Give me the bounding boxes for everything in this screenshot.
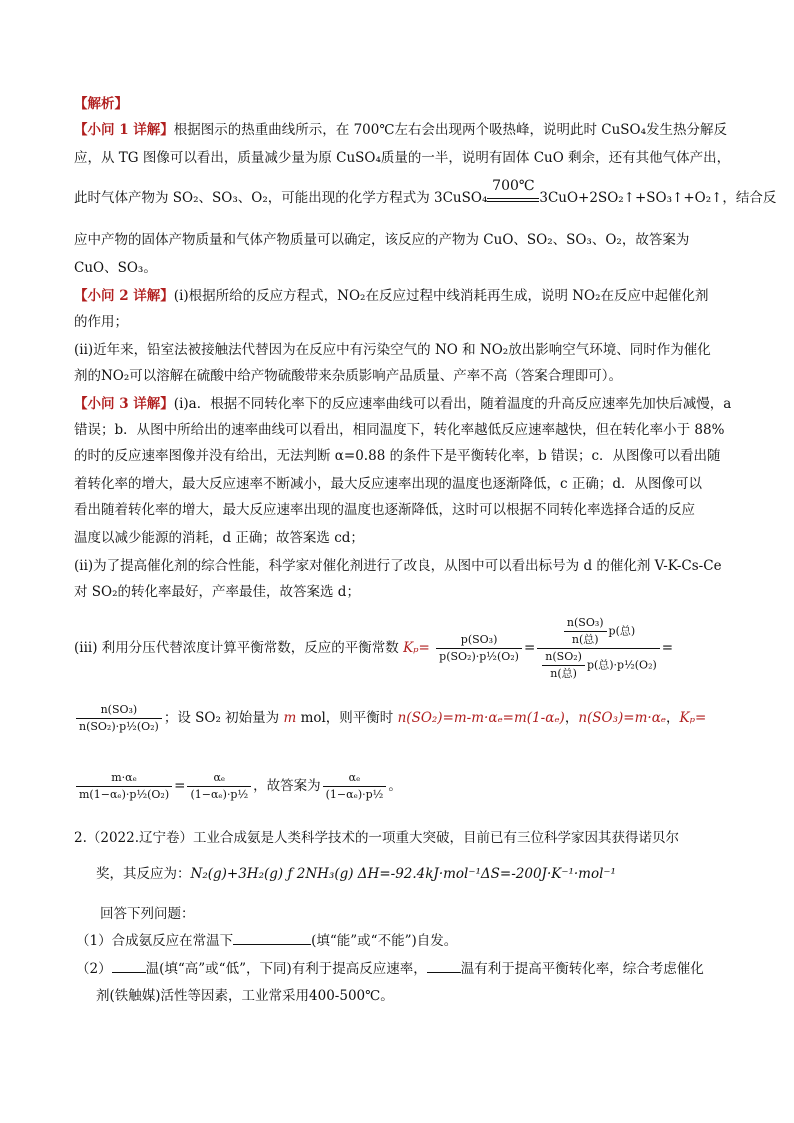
q3-label: 【小问 3 详解】 <box>74 396 174 412</box>
q3-text-1: (i)a．根据不同转化率下的反应速率曲线可以看出，随着温度的升高反应速率先加快后减慢，a <box>173 396 732 412</box>
q1-text-1: 根据图示的热重曲线所示，在 700℃左右会出现两个吸热峰，说明此时 CuSO₄发生热分解反 <box>173 122 727 138</box>
q2-line-2: 的作用； <box>74 314 128 330</box>
q2-line-1 <box>74 286 709 306</box>
reaction-temperature: 700℃ <box>492 178 535 194</box>
q3-line-4: 着转化率的增大，最大反应速率不断减小，最大反应速率出现的温度也逐渐降低，c 正确；d．从图像可以 <box>74 476 702 492</box>
q3-line-3: 的时的反应速率图像并没有给出，无法判断 α=0.88 的条件下是平衡转化率，b 错误；c．从图像可以看出随 <box>74 448 721 464</box>
q3-line-2: 错误；b．从图中所给出的速率曲线可以看出，相同温度下，转化率越低反应速率越快，但在转化率小于 88% <box>74 422 725 438</box>
q3-line-1 <box>74 394 731 414</box>
kp-expression-line: (iii) 利用分压代替浓度计算平衡常数，反应的平衡常数 Kₚ= $\frac{\text{p(SO₃)}}{\text{p(SO₂)·p½(O₂)}}$ = $\frac{\text{n(SO₃)}}{\text{n(总)}}$ p(总) $\frac{\text{n(SO₂)}}{\text{n(总)}}$ p(总)·p½(O₂) = <box>74 616 674 680</box>
q3-line-8: 对 SO₂的转化率最好，产率最佳，故答案选 d； <box>74 584 360 600</box>
q3-line-7: (ii)为了提高催化剂的综合性能，科学家对催化剂进行了改良，从图中可以看出标号为 d 的催化剂 V-K-Cs-Ce <box>74 558 722 574</box>
q1-text-3b: 3CuO+2SO₂↑+SO₃↑+O₂↑，结合反 <box>539 190 777 206</box>
problem2-prompt: 回答下列问题： <box>100 906 195 922</box>
answer-fraction: $\frac{\text{αₑ}}{\text{(1−αₑ)·p½}}$ <box>323 771 387 802</box>
final-answer-line: $\frac{\text{m·αₑ}}{\text{m(1−αₑ)·p½(O₂)}}$ = $\frac{\text{αₑ}}{\text{(1−αₑ)·p½}}$ ，故答案为 $\frac{\text{αₑ}}{\text{(1−αₑ)·p½}}$ 。 <box>74 764 402 808</box>
q1-line-2: 应，从 TG 图像可以看出，质量减少量为原 CuSO₄质量的一半，说明有固体 CuO 剩余，还有其他气体产出， <box>74 150 731 166</box>
kp-fraction-m: $\frac{\text{m·αₑ}}{\text{m(1−αₑ)·p½(O₂)}}$ <box>76 771 172 802</box>
kp-fraction-alpha: $\frac{\text{αₑ}}{\text{(1−αₑ)·p½}}$ <box>187 771 251 802</box>
q2-line-3: (ii)近年来，铅室法被接触法代替因为在反应中有污染空气的 NO 和 NO₂放出影响空气环境、同时作为催化 <box>74 342 711 358</box>
q1-line-3 <box>74 178 777 208</box>
kp-fraction-simplified: $\frac{\text{n(SO₃)}}{\text{n(SO₂)·p½(O₂)}}$ <box>76 703 162 734</box>
equilibrium-amount-line: $\frac{\text{n(SO₃)}}{\text{n(SO₂)·p½(O₂)}}$ ；设 SO₂ 初始量为 m mol，则平衡时 n(SO₂)=m-m·αₑ=m(1-αₑ)，n(SO₃)=m·αₑ，Kₚ= <box>74 696 706 740</box>
q2-line-4: 剂的NO₂可以溶解在硫酸中给产物硫酸带来杂质影响产品质量、产率不高（答案合理即可）。 <box>74 368 623 384</box>
problem2-line-1: 2.（2022.辽宁卷）工业合成氨是人类科学技术的一项重大突破，目前已有三位科学家因其获得诺贝尔 <box>74 830 680 846</box>
problem2-question-1: （1）合成氨反应在常温下 (填“能”或“不能”)自发。 <box>76 930 457 951</box>
q1-text-3a: 此时气体产物为 SO₂、SO₃、O₂，可能出现的化学方程式为 3CuSO₄ <box>74 190 488 206</box>
n-so2-expression: n(SO₂)=m-m·αₑ=m(1-αₑ) <box>397 710 565 726</box>
answer-blank-1[interactable] <box>233 930 311 945</box>
reaction-condition-arrow <box>487 178 539 202</box>
kp-symbol: Kₚ= <box>403 640 430 656</box>
q3-text-11: ，故答案为 <box>253 778 321 794</box>
q3-line-6: 温度以减少能源的消耗，d 正确；故答案选 cd； <box>74 530 364 546</box>
ammonia-synthesis-equation: N₂(g)+3H₂(g) ƒ 2NH₃(g) ΔH=-92.4kJ·mol⁻¹ΔS=-200J·K⁻¹·mol⁻¹ <box>190 866 616 882</box>
kp-fraction-mole: $\frac{\text{n(SO₃)}}{\text{n(总)}}$ p(总) $\frac{\text{n(SO₂)}}{\text{n(总)}}$ p(总)·p½(O₂) <box>537 616 659 681</box>
initial-amount-symbol: m <box>283 710 297 726</box>
problem2-question-2: （2） 温(填“高”或“低”，下同)有利于提高反应速率， 温有利于提高平衡转化率，综合考虑催化 <box>76 958 704 979</box>
kp-fraction-partial-pressure: $\frac{\text{p(SO₃)}}{\text{p(SO₂)·p½(O₂)}}$ <box>436 633 522 664</box>
q2-text-1: (i)根据所给的反应方程式，NO₂在反应过程中线消耗再生成，说明 NO₂在反应中起催化剂 <box>173 288 709 304</box>
q3-line-5: 看出随着转化率的增大，最大反应速率出现的温度也逐渐降低，这时可以根据不同转化率选择合适的反应 <box>74 502 695 518</box>
q1-line-1 <box>74 120 727 140</box>
q1-line-5: CuO、SO₃。 <box>74 260 157 276</box>
n-so3-expression: n(SO₃)=m·αₑ <box>578 710 667 726</box>
q2-label: 【小问 2 详解】 <box>74 288 174 304</box>
problem2-line-2: 奖，其反应为：N₂(g)+3H₂(g) ƒ 2NH₃(g) ΔH=-92.4kJ·mol⁻¹ΔS=-200J·K⁻¹·mol⁻¹ <box>96 866 616 882</box>
q3-text-9: (iii) 利用分压代替浓度计算平衡常数，反应的平衡常数 <box>74 640 399 656</box>
q3-text-10: ；设 SO₂ 初始量为 <box>163 710 280 726</box>
kp-symbol-2: Kₚ= <box>679 710 707 726</box>
q1-line-4: 应中产物的固体产物质量和气体产物质量可以确定，该反应的产物为 CuO、SO₂、SO₃、O₂，故答案为 <box>74 232 690 248</box>
answer-blank-2[interactable] <box>112 958 146 973</box>
analysis-heading: 【解析】 <box>74 96 128 112</box>
answer-blank-3[interactable] <box>427 958 461 973</box>
problem2-question-2-cont: 剂(铁触媒)活性等因素，工业常采用400-500℃。 <box>96 988 394 1004</box>
q1-label: 【小问 1 详解】 <box>74 122 174 138</box>
q3-text-10b: mol，则平衡时 <box>300 710 394 726</box>
equals-sign-double-line <box>487 198 539 202</box>
